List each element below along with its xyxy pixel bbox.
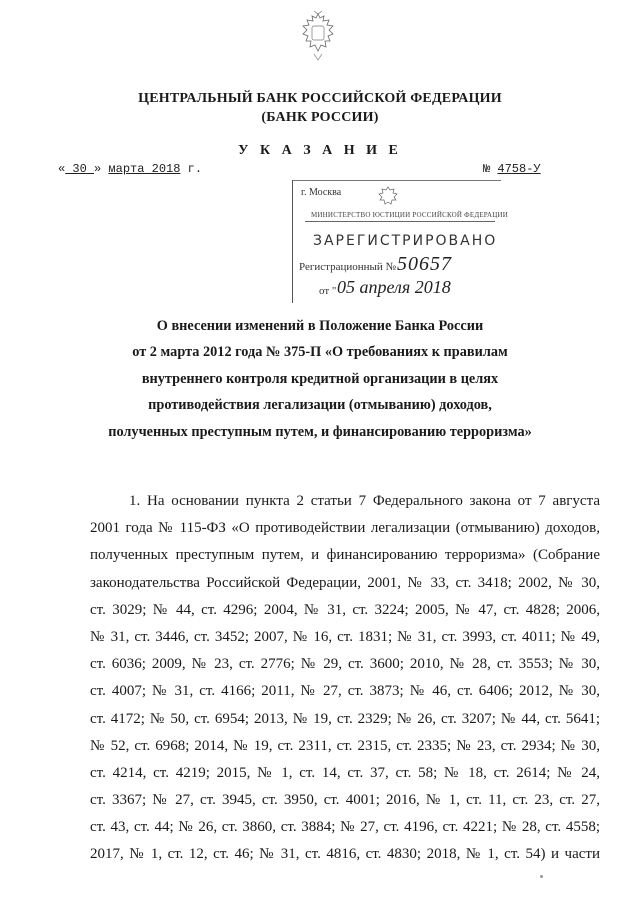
org-name: ЦЕНТРАЛЬНЫЙ БАНК РОССИЙСКОЙ ФЕДЕРАЦИИ [138, 91, 502, 106]
body-line: 1. На основании пункта 2 статьи 7 Федерального закона от 7 августа [129, 493, 600, 509]
body-line: 2017, № 1, ст. 12, ст. 46; № 31, ст. 4816, ст. 4830; 2018, № 1, ст. 54) и части [90, 846, 600, 863]
body-line: ст. 6036; 2009, № 23, ст. 2776; № 29, ст. 3600; 2010, № 28, ст. 3553; № 30, [90, 656, 600, 673]
body-line: ст. 3029; № 44, ст. 4296; 2004, № 31, ст. 3224; 2005, № 47, ст. 4828; 2006, [90, 601, 600, 618]
stamp-regnum-label: Регистрационный № [299, 261, 397, 273]
body-line: законодательства Российской Федерации, 2001, № 33, ст. 3418; 2002, № 30, [90, 574, 600, 591]
stamp-from-label: от " [319, 285, 337, 297]
org-short-name: (БАНК РОССИИ) [261, 110, 379, 125]
document-type: У К А З А Н И Е [238, 143, 402, 158]
stamp-regdate: 05 апреля 2018 [337, 277, 451, 297]
stamp-emblem-icon [377, 185, 399, 207]
title-line: от 2 марта 2012 года № 375-П «О требованиях к правилам [132, 344, 508, 360]
body-line: № 52, ст. 6968; 2014, № 19, ст. 2311, ст. 2315, ст. 2335; № 23, ст. 2934; № 30, [90, 737, 600, 754]
title-line: противодействия легализации (отмыванию) доходов, [148, 397, 492, 413]
body-line: ст. 43, ст. 44; № 26, ст. 3860, ст. 3884; № 27, ст. 4196, ст. 4221; № 28, ст. 4558; [90, 819, 600, 836]
state-emblem-icon [296, 10, 340, 62]
stamp-ministry: МИНИСТЕРСТВО ЮСТИЦИИ РОССИЙСКОЙ ФЕДЕРАЦИИ [311, 211, 508, 219]
body-line: № 31, ст. 3446, ст. 3452; 2007, № 16, ст. 1831; № 31, ст. 3993, ст. 4011; № 49, [90, 628, 600, 645]
title-line: О внесении изменений в Положение Банка России [156, 318, 484, 334]
stamp-regnum: 50657 [397, 253, 452, 275]
document-date: « 30 » марта 2018 г. [58, 162, 203, 176]
body-line: 2001 года № 115-ФЗ «О противодействии легализации (отмыванию) доходов, [90, 520, 600, 537]
stamp-registered: ЗАРЕГИСТРИРОВАНО [313, 233, 498, 249]
title-line: внутреннего контроля кредитной организации в целях [141, 371, 499, 387]
body-line: полученных преступным путем, и финансированию терроризма» (Собрание [90, 547, 600, 564]
body-line: ст. 3367; № 27, ст. 3945, ст. 3950, ст. 4001; 2016, № 1, ст. 11, ст. 23, ст. 27, [90, 792, 600, 809]
body-line: ст. 4172; № 50, ст. 6954; 2013, № 19, ст. 2329; № 26, ст. 3207; № 44, ст. 5641; [90, 710, 600, 727]
body-line: ст. 4007; № 31, ст. 4166; 2011, № 27, ст. 3873; № 46, ст. 6406; 2012, № 30, [90, 683, 600, 700]
title-line: полученных преступным путем, и финансированию терроризма» [108, 424, 532, 440]
stamp-city: г. Москва [301, 187, 342, 198]
document-number: № 4758-У [483, 162, 541, 176]
registration-stamp [292, 180, 508, 303]
body-paragraph [90, 488, 600, 869]
body-line: ст. 4214, ст. 4219; 2015, № 1, ст. 14, ст. 37, ст. 58; № 18, ст. 2614; № 24, [90, 764, 600, 781]
stamp-divider [305, 221, 495, 222]
scan-speck [540, 875, 543, 878]
